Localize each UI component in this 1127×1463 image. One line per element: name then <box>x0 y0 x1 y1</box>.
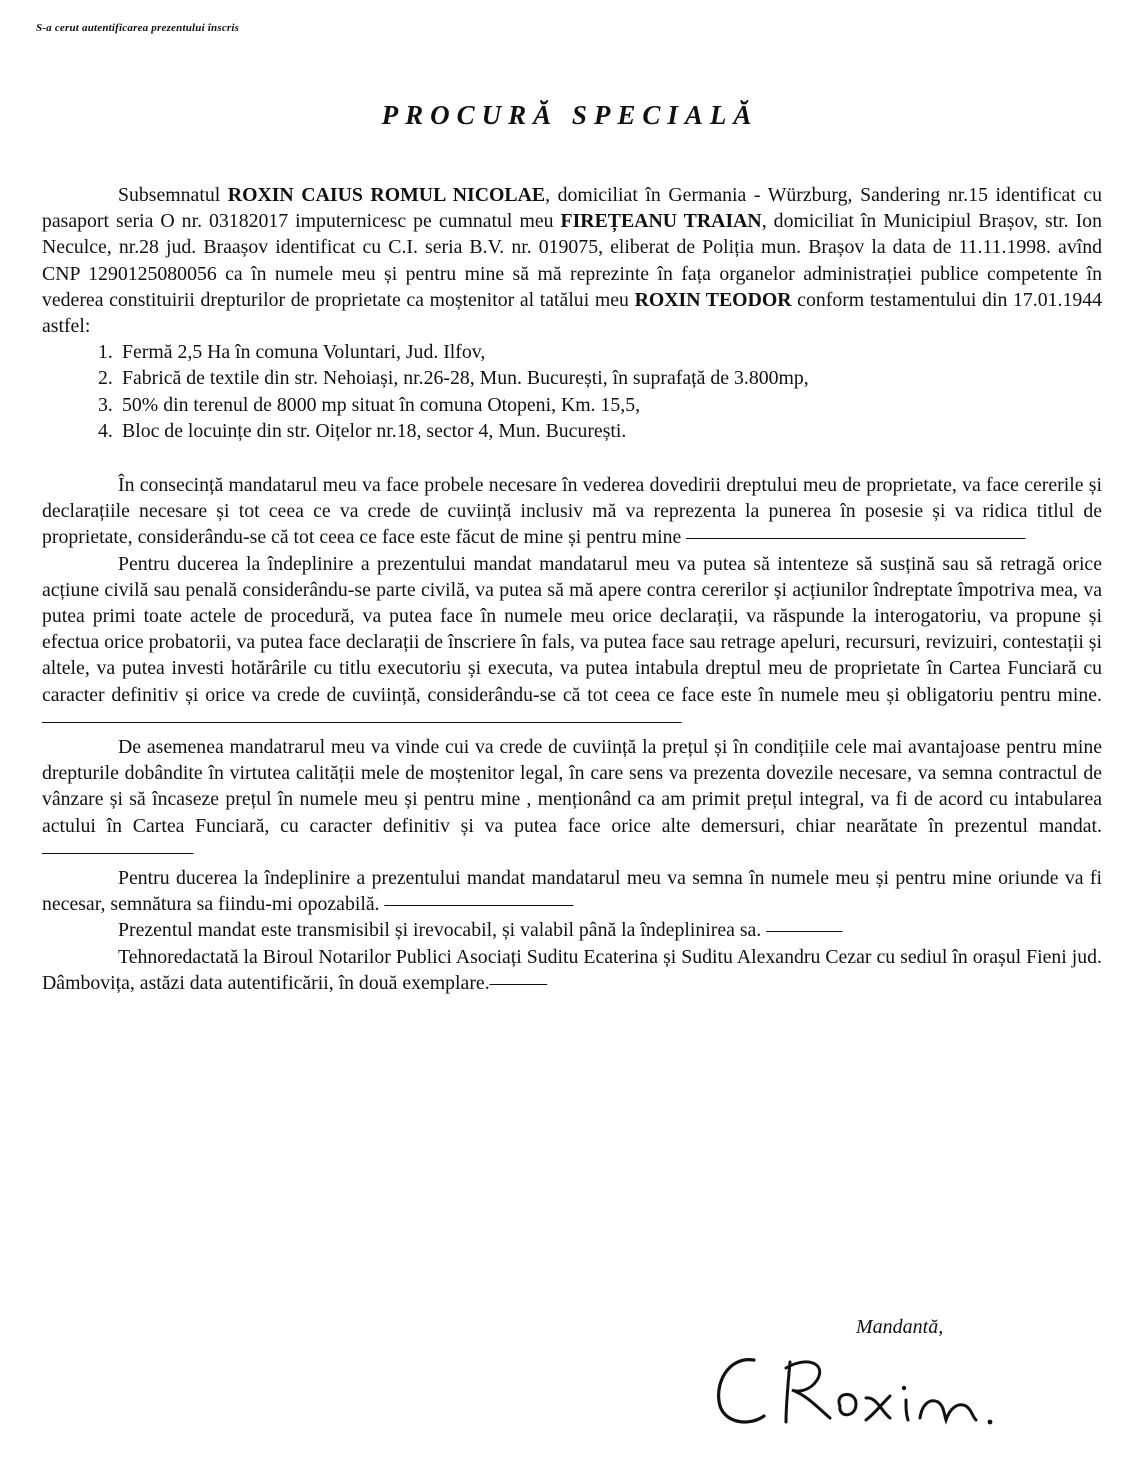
document-title: PROCURĂ SPECIALĂ <box>381 100 759 130</box>
list-item-number: 1. <box>98 341 113 364</box>
list-item-text: Bloc de locuințe din str. Oițelor nr.18, sector 4, Mun. București. <box>122 419 627 442</box>
fill-line: —————————————————— <box>686 526 1025 549</box>
property-list <box>42 339 1102 444</box>
fill-line: ———————— <box>42 840 193 863</box>
fill-line: ——— <box>489 971 546 994</box>
paragraph-powers <box>42 551 1102 734</box>
paragraph-notary <box>42 944 1102 996</box>
handwritten-signature <box>706 1332 1006 1442</box>
paragraph-text: Pentru ducerea la îndeplinire a prezentului mandat mandatarul meu va putea să intenteze să susțină sau să retragă orice acțiune civilă sau penală considerându-se parte civilă, va putea să mă apere contra cererilor și acțiunilor îndreptate împotriva mea, va putea primi toate actele de procedură, va putea face în numele meu orice declarații, va răspunde la interogatoriu, va propune și efectua orice probatorii, va putea face declarații de înscriere în fals, va putea face sau retrage apeluri, recursuri, revizuiri, contestații și altele, va putea investi hotărârile cu titlu executoriu și executa, va putea intabula dreptul meu de proprietate în Cartea Funciară cu caracter definitiv și orice va crede de cuviință, considerându-se că tot ceea ce face este în numele meu și obligatoriu pentru mine. <box>42 552 1102 706</box>
list-item-number: 4. <box>98 419 113 442</box>
paragraph-text: În consecință mandatarul meu va face probele necesare în vederea dovedirii dreptului meu de proprietate, va face cererile și declarațiile necesare și tot ceea ce va crede de cuviință inclusiv mă va reprezenta la punerea în posesie și va ridica titlul de proprietate, considerându-se că tot ceea ce face este făcut de mine și pentru mine <box>42 474 1102 549</box>
fill-line: ———— <box>766 919 842 942</box>
list-item-text: 50% din terenul de 8000 mp situat în comuna Otopeni, Km. 15,5, <box>122 393 641 416</box>
agent-name: FIREȚEANU TRAIAN <box>560 210 762 233</box>
paragraph-text: Pentru ducerea la îndeplinire a prezentului mandat mandatarul meu va semna în numele meu și pentru mine oriunde va fi necesar, semnătura sa fiindu-mi opozabilă. <box>42 867 1102 916</box>
intro-text-4: conform testamentului din 17.01.1944 astfel: <box>42 288 1103 338</box>
intro-text-1: Subsemnatul <box>118 184 228 206</box>
list-item <box>98 339 1102 365</box>
intro-paragraph <box>42 182 1102 339</box>
list-item-number: 2. <box>98 367 113 390</box>
signature-label: Mandantă, <box>856 1316 944 1338</box>
paragraph-consequence <box>42 472 1102 551</box>
intro-text-3: , domiciliat în Municipiul Brașov, str. Ion Neculce, nr.28 jud. Braașov identificat cu C.I. seria B.V. nr. 019075, eliberat de Poliția mun. Brașov la data de 11.11.1998. avînd CNP 1290125080056 ca în numele meu și pentru mine să mă reprezinte în fața organelor administrației publice competente în vederea constituirii drepturilor de proprietate ca moștenitor al tatălui meu <box>42 210 1102 311</box>
fill-line: —————————————————————————————————— <box>42 709 681 732</box>
list-item-text: Fabrică de textile din str. Nehoiași, nr.26-28, Mun. București, în suprafață de 3.800mp, <box>122 367 809 390</box>
list-item <box>98 392 1102 418</box>
list-item-number: 3. <box>98 393 113 416</box>
fill-line: —————————— <box>384 893 573 916</box>
principal-name: ROXIN CAIUS ROMUL NICOLAE <box>227 184 546 206</box>
paragraph-text: De asemenea mandatrarul meu va vinde cui va crede de cuviință la prețul și în condițiile cele mai avantajoase pentru mine drepturile dobândite în virtutea calității mele de moștenitor legal, în care sens va prezenta dovezile necesare, va semna contractul de vânzare și să încaseze prețul în numele meu și pentru mine , menționând ca am primit prețul integral, va fi de acord cu intabularea actului în Cartea Funciară, cu caracter definitiv și va putea face orice alte demersuri, chiar nearătate în prezentul mandat. <box>42 736 1102 837</box>
paragraph-signing <box>42 865 1102 917</box>
paragraph-text: Tehnoredactată la Biroul Notarilor Publici Asociați Suditu Ecaterina și Suditu Alexandru Cezar cu sediul în orașul Fieni jud. Dâmbovița, astăzi data autentificării, în două exemplare. <box>42 945 1102 994</box>
list-item-text: Fermă 2,5 Ha în comuna Voluntari, Jud. Ilfov, <box>122 341 486 364</box>
header-note: S-a cerut autentificarea prezentului înscris <box>36 22 240 34</box>
list-item <box>98 365 1102 391</box>
paragraph-text: Prezentul mandat este transmisibil și irevocabil, și valabil până la îndeplinirea sa. <box>118 919 762 942</box>
paragraph-sale <box>42 734 1102 865</box>
intro-text-2: , domiciliat în Germania - Würzburg, Sandering nr.15 identificat cu pasaport seria O nr. 03182017 imputernicesc pe cumnatul meu <box>42 184 1102 233</box>
father-name: ROXIN TEODOR <box>634 288 792 311</box>
list-item <box>98 418 1102 444</box>
paragraph-transferable <box>42 917 1102 943</box>
document-body <box>42 182 1102 996</box>
